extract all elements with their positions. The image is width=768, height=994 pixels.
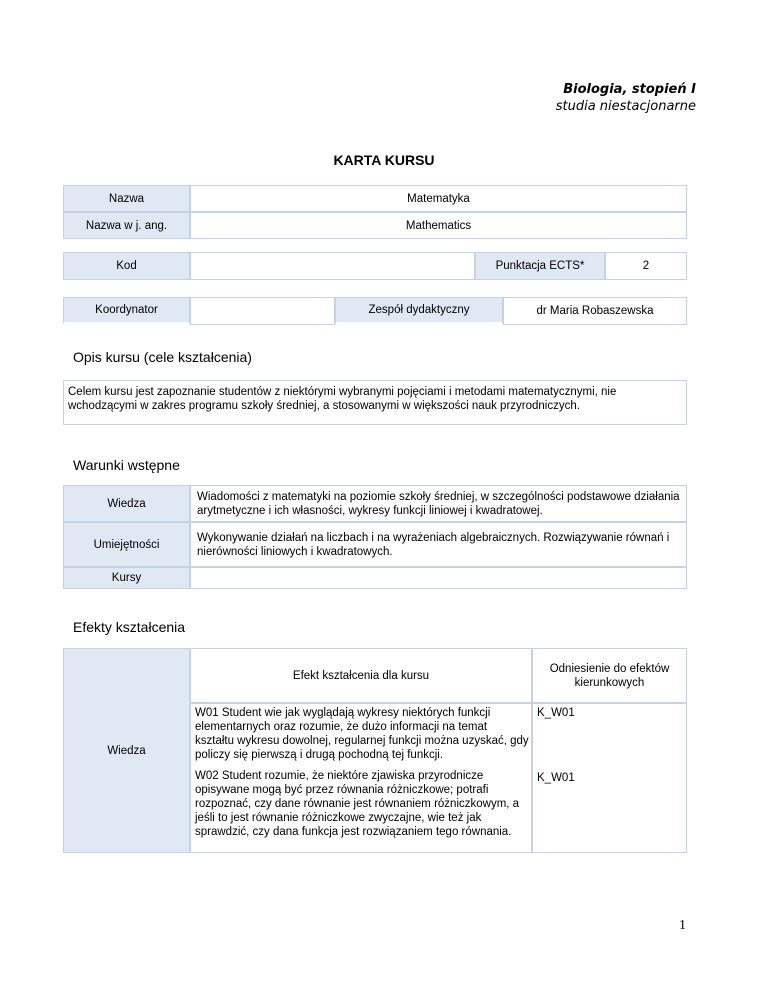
name-label: Nazwa [63, 185, 190, 212]
outcomes-col-effect: Efekt kształcenia dla kursu [190, 648, 532, 703]
name-en-label: Nazwa w j. ang. [63, 212, 190, 239]
prerequisites-heading: Warunki wstępne [73, 457, 180, 473]
prereq-courses-value [190, 567, 687, 589]
outcome-w02-ref: K_W01 [537, 772, 575, 784]
outcome-w02-text: W02 Student rozumie, że niektóre zjawiska przyrodnicze opisywane mogą być przez równania różniczkowe; potrafi rozpoznać, czy dane równanie jest równaniem różniczkowym, a jeśli to jest równanie różniczkowe zwyczajne, wie też jak sprawdzić, czy dana funkcja jest rozwiązaniem tego równania. [195, 770, 520, 838]
prereq-knowledge-label: Wiedza [63, 485, 190, 522]
description-heading: Opis kursu (cele kształcenia) [73, 349, 252, 365]
prereq-skills-text: Wykonywanie działań na liczbach i na wyrażeniach algebraicznych. Rozwiązywanie równań i nierówności liniowych i kwadratowych. [190, 522, 687, 567]
outcome-w01-text: W01 Student wie jak wyglądają wykresy niektórych funkcji elementarnych oraz rozumie, że dużo informacji na temat kształtu wykresu dowolnej, regularnej funkcji można uzyskać, gdy policzy się pierwszą i drugą pochodną tej funkcji. [195, 707, 529, 761]
name-value: Matematyka [190, 185, 687, 212]
program-name: Biologia, stopień I [563, 82, 696, 97]
outcomes-heading: Efekty kształcenia [73, 619, 186, 635]
outcomes-category: Wiedza [63, 648, 190, 853]
team-value: dr Maria Robaszewska [503, 297, 687, 325]
coordinator-label: Koordynator [63, 297, 190, 325]
ects-value: 2 [605, 252, 687, 280]
outcome-w01-ref: K_W01 [537, 707, 575, 719]
prereq-courses-label: Kursy [63, 567, 190, 589]
team-label: Zespół dydaktyczny [335, 297, 503, 325]
page-number: 1 [679, 918, 686, 933]
code-value [190, 252, 475, 280]
description-text: Celem kursu jest zapoznanie studentów z niektórymi wybranymi pojęciami i metodami matematycznymi, nie wchodzącymi w zakres programu szkoły średniej, a stosowanymi w większości nauk przyrodniczych. [63, 380, 687, 425]
prereq-skills-label: Umiejętności [63, 522, 190, 567]
code-label: Kod [63, 252, 190, 280]
outcomes-col-ref: Odniesienie do efektów kierunkowych [532, 648, 687, 703]
prereq-knowledge-text: Wiadomości z matematyki na poziomie szkoły średniej, w szczególności podstawowe działania arytmetyczne i ich własności, wykresy funkcji liniowej i kwadratowej. [190, 485, 687, 522]
ects-label: Punktacja ECTS* [475, 252, 605, 280]
study-mode: studia niestacjonarne [555, 99, 696, 114]
coordinator-value [190, 297, 335, 325]
page-title: KARTA KURSU [333, 152, 435, 168]
name-en-value: Mathematics [190, 212, 687, 239]
